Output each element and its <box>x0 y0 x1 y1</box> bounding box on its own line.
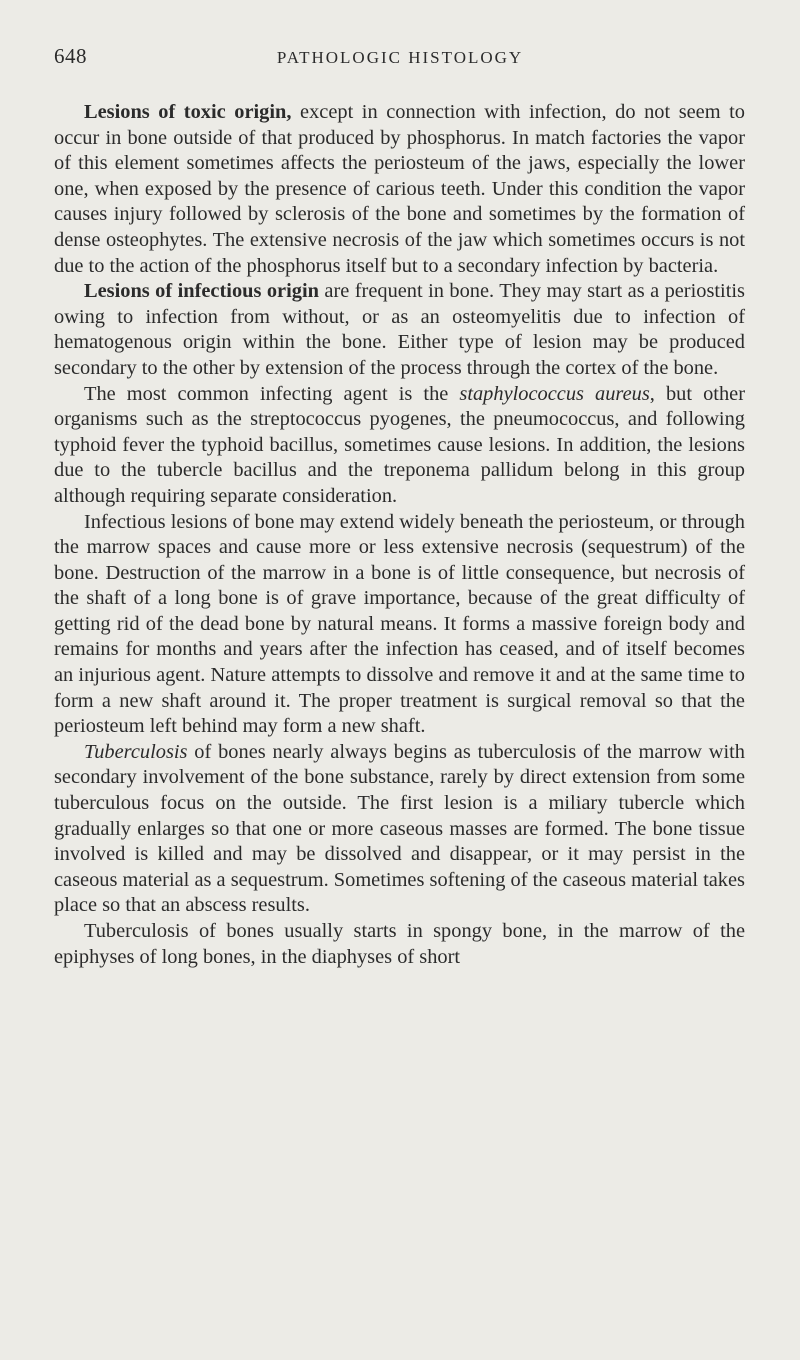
paragraph-lead: Lesions of toxic origin, <box>84 101 292 123</box>
running-title: PATHOLOGIC HISTOLOGY <box>276 48 524 67</box>
page-number: 648 <box>54 44 87 68</box>
italic-term: Tuberculosis <box>84 740 188 763</box>
running-head <box>0 44 800 74</box>
body-text <box>54 100 745 970</box>
paragraph-text: , but other organisms such as the streptococcus pyogenes, the pneumococcus, and following typhoid fever the typhoid bacillus, sometimes cause lesions. In addition, the lesions due to the tubercle bacillus and the treponema pallidum belong in this group although requiring separate consideration. <box>54 382 745 507</box>
paragraph-infectious-lesions <box>54 279 745 381</box>
paragraph-bone-necrosis <box>54 510 745 740</box>
paragraph-lead: Lesions of infectious origin <box>84 280 319 303</box>
paragraph-text: except in connection with infection, do not seem to occur in bone outside of that produced by phosphorus. In match factories the vapor of this element sometimes affects the periosteum of the jaws, especially the lower one, when exposed by the presence of carious teeth. Under this condition the vapor causes injury followed by sclerosis of the bone and sometimes by the formation of dense osteophytes. The extensive necrosis of the jaw which sometimes occurs is not due to the action of the phosphorus itself but to a secondary infection by bacteria. <box>54 101 746 277</box>
paragraph-text: are frequent in bone. They may start as a periostitis owing to infection from without, or as an osteomyelitis due to infection of hematogenous origin within the bone. Either type of lesion may be produced secondary to the other by extension of the process through the cortex of the bone. <box>54 280 745 379</box>
paragraph-tuberculosis <box>54 740 745 919</box>
paragraph-text: The most common infecting agent is the <box>84 382 460 405</box>
paragraph-tuberculosis-sites <box>54 919 745 970</box>
paragraph-toxic-lesions <box>54 100 745 279</box>
paragraph-infecting-agents <box>54 382 745 510</box>
paragraph-text: Infectious lesions of bone may extend widely beneath the periosteum, or through the marrow spaces and cause more or less extensive necrosis (sequestrum) of the bone. Destruction of the marrow in a bone is of little consequence, but necrosis of the shaft of a long bone is of grave importance, because of the great difficulty of getting rid of the dead bone by natural means. It forms a massive foreign body and remains for months and years after the infection has ceased, and of itself becomes an injurious agent. Nature attempts to dissolve and remove it and at the same time to form a new shaft around it. The proper treatment is surgical removal so that the periosteum left behind may form a new shaft. <box>54 510 745 738</box>
italic-term: staphylococcus aureus <box>459 382 650 405</box>
paragraph-text: Tuberculosis of bones usually starts in spongy bone, in the marrow of the epiphyses of long bones, in the diaphyses of short <box>54 920 745 968</box>
paragraph-text: of bones nearly always begins as tuberculosis of the marrow with secondary involvement of the bone substance, rarely by direct extension from some tuberculous focus on the outside. The first lesion is a miliary tubercle which gradually enlarges so that one or more caseous masses are formed. The bone tissue involved is killed and may be dissolved and disappear, or it may persist in the caseous material as a sequestrum. Sometimes softening of the caseous material takes place so that an abscess results. <box>54 740 745 917</box>
